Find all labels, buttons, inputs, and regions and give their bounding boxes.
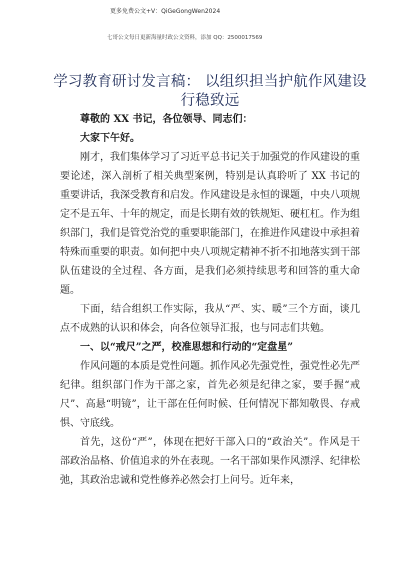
document-title: 学习教育研讨发言稿： 以组织担当护航作风建设行稳致远 [53,74,367,109]
salutation: 尊敬的 XX 书记，各位领导、同志们： [80,114,253,125]
document-body [60,110,360,490]
top-subbanner: 七哥公文每日更新海量时政公文资料，添加 QQ：2500017569 [107,35,263,41]
paragraph-1: 刚才，我们集体学习了习近平总书记关于加强党的作风建设的重要论述，深入剖析了相关典型案例，特别是认真聆听了 XX 书记的重要讲话，我深受教育和启发。作风建设是永恒的课题，中央八项规定不是五年、十年的规定，而是长期有效的铁规矩、硬杠杠。作为组织部门，我们是管党治党的重要职能部门，在推进作风建设中承担着特殊而重要的职责。如何把中央八项规定精神不折不扣地落实到干部队伍建设的全过程、各方面，是我们必须持续思考和回答的重大命题。 [60,152,360,296]
paragraph-2: 下面，结合组织工作实际，我从“严、实、暖”三个方面，谈几点不成熟的认识和体会，向各位领导汇报，也与同志们共勉。 [60,304,360,334]
paragraph-3: 作风问题的本质是党性问题。抓作风必先强党性，强党性必先严纪律。组织部门作为干部之家，首先必须是纪律之家，要手握“戒尺”、高悬“明镜”，让干部在任何时候、任何情况下都知敬畏、存戒惧、守底线。 [60,361,360,429]
section-heading-1: 一、以“戒尺”之严，校准思想和行动的“定盘星” [80,342,294,353]
top-banner: 更多免费公文+V：QiGeGongWen2024 [110,8,221,15]
paragraph-4: 首先，这份“严”，体现在把好干部入口的“政治关”。作风是干部政治品格、价值追求的外在表现。一名干部如果作风漂浮、纪律松弛，其政治忠诚和党性修养必然会打上问号。近年来， [60,437,360,486]
greeting: 大家下午好。 [80,133,140,144]
